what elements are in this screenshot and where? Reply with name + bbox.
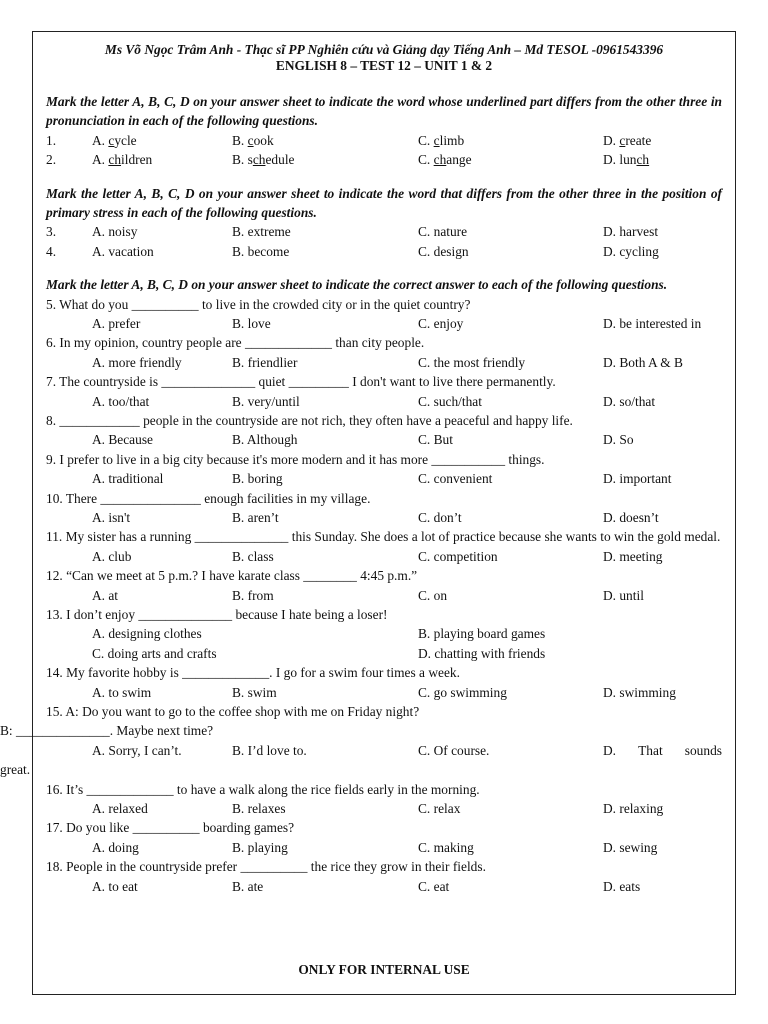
option-c: C. the most friendly: [418, 354, 526, 370]
author-line: Ms Võ Ngọc Trâm Anh - Thạc sĩ PP Nghiên cứu và Giảng dạy Tiếng Anh – Md TESOL -0961543396: [104, 42, 664, 57]
question-13-options-cd: [46, 644, 722, 663]
option-d: D. be interested in: [603, 316, 702, 331]
question-15-options: [46, 741, 722, 760]
option-b: B. relaxes: [232, 800, 286, 816]
option-a: A. at: [92, 587, 119, 603]
option-a: A. traditional: [92, 471, 164, 487]
question-14-stem: 14. My favorite hobby is _____________. I go for a swim four times a week.: [46, 665, 460, 681]
section3-instruction: Mark the letter A, B, C, D on your answer sheet to indicate the correct answer to each of the following questions.: [46, 277, 668, 293]
option-d: D. until: [603, 587, 644, 603]
option-a: A. children: [92, 152, 153, 168]
question-12-stem: 12. “Can we meet at 5 p.m.? I have karate class ________ 4:45 p.m.”: [46, 568, 418, 584]
option-b: B. love: [232, 316, 271, 331]
option-c: C. doing arts and crafts: [92, 645, 217, 661]
option-d: D. chatting with friends: [418, 645, 546, 661]
option-a: A. cycle: [92, 132, 137, 148]
question-11-options: [46, 547, 722, 566]
question-5-stem: 5. What do you __________ to live in the crowded city or in the quiet country?: [46, 296, 471, 312]
question-16-options: [46, 799, 722, 818]
footer-note: ONLY FOR INTERNAL USE: [298, 962, 470, 977]
option-a: A. too/that: [92, 393, 150, 409]
option-a: A. vacation: [92, 243, 154, 259]
question-15-stem-a: 15. A: Do you want to go to the coffee shop with me on Friday night?: [46, 703, 420, 719]
option-a: A. designing clothes: [92, 626, 202, 642]
option-c: C. design: [418, 243, 469, 259]
option-c: C. go swimming: [418, 684, 507, 700]
question-18-stem: 18. People in the countryside prefer __________ the rice they grow in their fields.: [46, 859, 486, 875]
option-a: A. to swim: [92, 684, 152, 700]
option-d: D. eats: [603, 878, 641, 894]
option-b: B. friendlier: [232, 354, 298, 370]
option-d: D. So: [603, 432, 634, 448]
question-14-options: [46, 683, 722, 702]
option-a: A. noisy: [92, 224, 138, 240]
option-d: D. harvest: [603, 224, 659, 240]
option-b: B. from: [232, 587, 274, 603]
option-d: D. sewing: [603, 839, 658, 855]
question-15-option-d-cont: great.: [0, 762, 31, 778]
option-a: A. more friendly: [92, 354, 182, 370]
question-5-options: [46, 314, 722, 333]
question-3: [46, 222, 722, 241]
option-c: C. climb: [418, 132, 465, 148]
question-number: 2.: [46, 152, 57, 168]
question-11-stem: 11. My sister has a running ______________ this Sunday. She does a lot of practice because she wants to win the gold medal.: [46, 529, 721, 545]
option-b: B. cook: [232, 132, 274, 148]
question-6-stem: 6. In my opinion, country people are _____________ than city people.: [46, 335, 425, 351]
option-b: B. class: [232, 548, 274, 564]
option-c: C. change: [418, 152, 472, 168]
question-13-stem: 13. I don’t enjoy ______________ because I hate being a loser!: [46, 606, 388, 622]
option-d: D. relaxing: [603, 800, 664, 816]
section2-instruction: Mark the letter A, B, C, D on your answer sheet to indicate the word that differs from the other three in the position of primary stress in each of the following questions.: [46, 185, 722, 220]
question-9-stem: 9. I prefer to live in a big city because it's more modern and it has more ___________ things.: [46, 451, 545, 467]
question-13-options-ab: [46, 624, 722, 643]
question-18-options: [46, 877, 722, 896]
option-b: B. playing: [232, 839, 288, 855]
option-b: B. swim: [232, 684, 277, 700]
option-b: B. playing board games: [418, 626, 546, 642]
option-d: D. lunch: [603, 152, 650, 168]
question-17-options: [46, 838, 722, 857]
option-b: B. schedule: [232, 152, 295, 168]
question-2: [46, 150, 722, 169]
worksheet: [0, 42, 722, 896]
question-8-options: [46, 430, 722, 449]
question-number: 3.: [46, 224, 57, 240]
option-d: D. meeting: [603, 548, 663, 564]
option-d: D. That sounds: [603, 742, 722, 758]
header: [46, 42, 722, 74]
option-a: A. prefer: [92, 316, 141, 331]
option-d: D. Both A & B: [603, 354, 683, 370]
test-title: ENGLISH 8 – TEST 12 – UNIT 1 & 2: [275, 58, 493, 73]
question-10-stem: 10. There _______________ enough facilities in my village.: [46, 490, 371, 506]
question-16-stem: 16. It’s _____________ to have a walk along the rice fields early in the morning.: [46, 781, 480, 797]
question-number: 1.: [46, 132, 57, 148]
option-a: A. doing: [92, 839, 139, 855]
option-a: A. Sorry, I can’t.: [92, 742, 182, 758]
question-15-stem-b: B: ______________. Maybe next time?: [0, 723, 214, 739]
option-b: B. extreme: [232, 224, 291, 240]
option-d: D. doesn’t: [603, 509, 659, 525]
question-10-options: [46, 508, 722, 527]
option-a: A. relaxed: [92, 800, 148, 816]
option-d: D. create: [603, 132, 652, 148]
option-b: B. aren’t: [232, 509, 279, 525]
option-c: C. relax: [418, 800, 461, 816]
option-c: C. convenient: [418, 471, 493, 487]
option-d: D. swimming: [603, 684, 676, 700]
option-b: B. become: [232, 243, 290, 259]
option-c: C. But: [418, 432, 453, 448]
question-12-options: [46, 586, 722, 605]
option-a: A. isn't: [92, 509, 131, 525]
option-c: C. competition: [418, 548, 498, 564]
section1-instruction: Mark the letter A, B, C, D on your answer sheet to indicate the word whose underlined part differs from the other three in pronunciation in each of the following questions.: [46, 94, 722, 129]
option-c: C. Of course.: [418, 742, 490, 758]
option-d: D. important: [603, 471, 672, 487]
option-b: B. I’d love to.: [232, 742, 307, 758]
question-1: [46, 131, 722, 150]
question-7-options: [46, 392, 722, 411]
option-a: A. club: [92, 548, 132, 564]
question-number: 4.: [46, 243, 57, 259]
option-c: C. eat: [418, 878, 450, 894]
question-6-options: [46, 353, 722, 372]
question-9-options: [46, 469, 722, 488]
option-b: B. boring: [232, 471, 283, 487]
option-c: C. don’t: [418, 509, 462, 525]
option-d: D. so/that: [603, 393, 656, 409]
option-d: D. cycling: [603, 243, 659, 259]
option-a: A. Because: [92, 432, 153, 448]
option-c: C. such/that: [418, 393, 482, 409]
question-17-stem: 17. Do you like __________ boarding games?: [46, 820, 295, 836]
option-b: B. ate: [232, 878, 264, 894]
option-c: C. on: [418, 587, 448, 603]
option-c: C. making: [418, 839, 474, 855]
question-4: [46, 242, 722, 261]
option-c: C. enjoy: [418, 316, 464, 331]
question-7-stem: 7. The countryside is ______________ quiet _________ I don't want to live there permanently.: [46, 374, 556, 390]
option-c: C. nature: [418, 224, 468, 240]
option-b: B. very/until: [232, 393, 300, 409]
option-a: A. to eat: [92, 878, 138, 894]
question-8-stem: 8. ____________ people in the countryside are not rich, they often have a peaceful and happy life.: [46, 412, 573, 428]
option-b: B. Although: [232, 432, 298, 448]
